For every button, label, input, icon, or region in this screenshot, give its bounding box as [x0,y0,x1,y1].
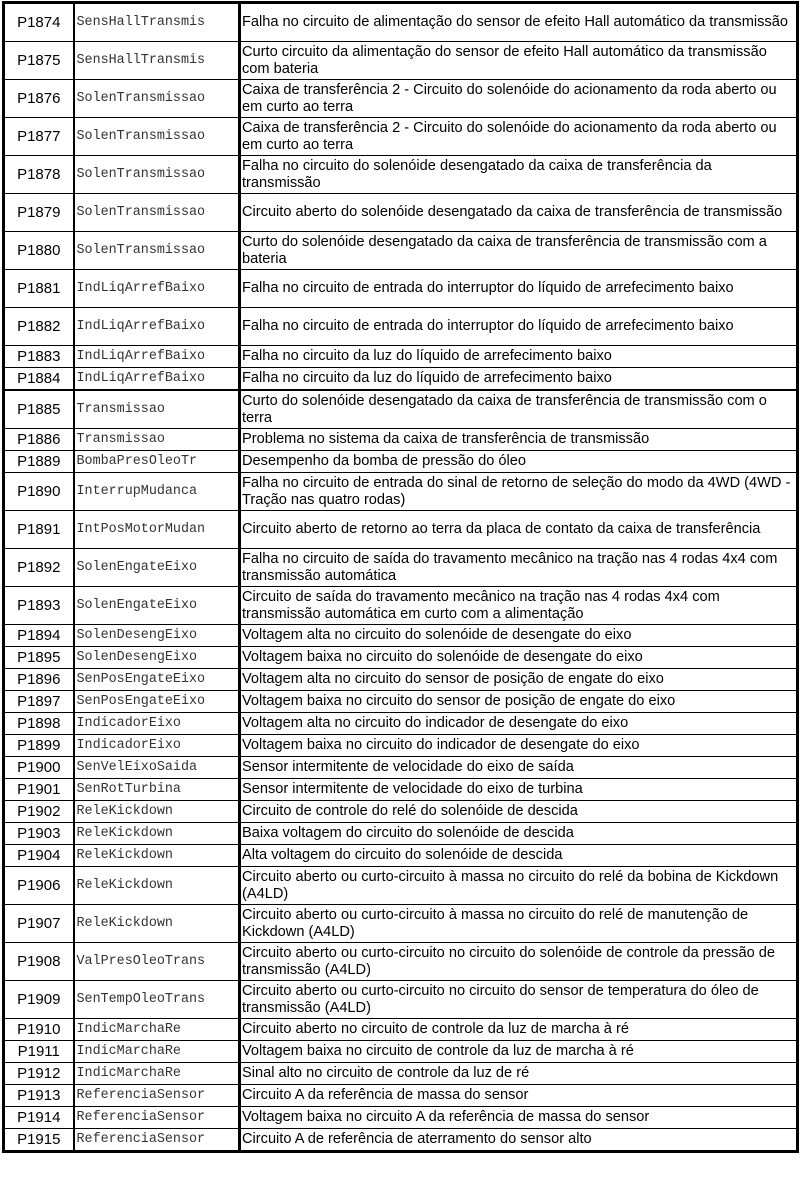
module-name-cell: SolenTransmissao [74,156,240,194]
table-row [4,1019,798,1041]
description-cell: Falha no circuito de entrada do interruptor do líquido de arrefecimento baixo [240,308,798,346]
dtc-code-cell: P1894 [4,625,74,647]
description-cell: Circuito aberto do solenóide desengatado da caixa de transferência de transmissão [240,194,798,232]
table-row [4,1107,798,1129]
table-row [4,647,798,669]
dtc-code-cell: P1896 [4,669,74,691]
table-row [4,943,798,981]
description-cell: Circuito de controle do relé do solenóide de descida [240,801,798,823]
module-name-cell: SenPosEngateEixo [74,691,240,713]
description-cell: Voltagem alta no circuito do indicador de desengate do eixo [240,713,798,735]
module-name-cell: ReferenciaSensor [74,1129,240,1152]
description-cell: Circuito aberto de retorno ao terra da placa de contato da caixa de transferência [240,511,798,549]
dtc-code-cell: P1913 [4,1085,74,1107]
module-name-cell: SensHallTransmis [74,3,240,42]
dtc-code-cell: P1900 [4,757,74,779]
table-row [4,80,798,118]
module-name-cell: SolenTransmissao [74,194,240,232]
description-cell: Falha no circuito da luz do líquido de arrefecimento baixo [240,368,798,391]
dtc-code-cell: P1891 [4,511,74,549]
description-cell: Circuito A da referência de massa do sensor [240,1085,798,1107]
dtc-code-cell: P1910 [4,1019,74,1041]
dtc-code-cell: P1907 [4,905,74,943]
table-row [4,735,798,757]
dtc-table-body [4,3,798,1152]
dtc-code-cell: P1898 [4,713,74,735]
dtc-code-cell: P1908 [4,943,74,981]
dtc-code-cell: P1890 [4,473,74,511]
description-cell: Baixa voltagem do circuito do solenóide de descida [240,823,798,845]
dtc-code-cell: P1914 [4,1107,74,1129]
description-cell: Circuito aberto ou curto-circuito à massa no circuito do relé da bobina de Kickdown (A4LD) [240,867,798,905]
description-cell: Caixa de transferência 2 - Circuito do solenóide do acionamento da roda aberto ou em curto ao terra [240,80,798,118]
table-row [4,625,798,647]
module-name-cell: IndicadorEixo [74,735,240,757]
description-cell: Sensor intermitente de velocidade do eixo de turbina [240,779,798,801]
module-name-cell: IndicMarchaRe [74,1019,240,1041]
description-cell: Curto circuito da alimentação do sensor de efeito Hall automático da transmissão com bateria [240,42,798,80]
table-row [4,801,798,823]
module-name-cell: SensHallTransmis [74,42,240,80]
dtc-code-cell: P1885 [4,390,74,429]
table-row [4,713,798,735]
dtc-code-cell: P1897 [4,691,74,713]
module-name-cell: Transmissao [74,429,240,451]
dtc-code-cell: P1884 [4,368,74,391]
dtc-code-cell: P1903 [4,823,74,845]
table-row [4,308,798,346]
table-row [4,118,798,156]
table-row [4,867,798,905]
dtc-code-cell: P1874 [4,3,74,42]
module-name-cell: SenPosEngateEixo [74,669,240,691]
dtc-code-cell: P1912 [4,1063,74,1085]
dtc-code-cell: P1906 [4,867,74,905]
dtc-code-cell: P1875 [4,42,74,80]
module-name-cell: IndicadorEixo [74,713,240,735]
description-cell: Falha no circuito da luz do líquido de arrefecimento baixo [240,346,798,368]
module-name-cell: ValPresOleoTrans [74,943,240,981]
description-cell: Falha no circuito do solenóide desengatado da caixa de transferência da transmissão [240,156,798,194]
table-row [4,390,798,429]
dtc-code-cell: P1889 [4,451,74,473]
table-row [4,451,798,473]
dtc-code-cell: P1893 [4,587,74,625]
dtc-code-cell: P1878 [4,156,74,194]
description-cell: Curto do solenóide desengatado da caixa de transferência de transmissão com o terra [240,390,798,429]
table-row [4,845,798,867]
module-name-cell: ReleKickdown [74,845,240,867]
description-cell: Falha no circuito de alimentação do sensor de efeito Hall automático da transmissão [240,3,798,42]
module-name-cell: Transmissao [74,390,240,429]
table-row [4,587,798,625]
table-row [4,270,798,308]
description-cell: Voltagem baixa no circuito A da referência de massa do sensor [240,1107,798,1129]
dtc-code-cell: P1880 [4,232,74,270]
module-name-cell: IndicMarchaRe [74,1041,240,1063]
module-name-cell: IntPosMotorMudan [74,511,240,549]
table-row [4,1129,798,1152]
description-cell: Desempenho da bomba de pressão do óleo [240,451,798,473]
dtc-table [2,1,799,1153]
module-name-cell: IndLiqArrefBaixo [74,346,240,368]
table-row [4,156,798,194]
module-name-cell: SenVelEixoSaida [74,757,240,779]
module-name-cell: IndLiqArrefBaixo [74,368,240,391]
table-row [4,194,798,232]
module-name-cell: ReleKickdown [74,905,240,943]
table-row [4,368,798,391]
table-row [4,1085,798,1107]
description-cell: Sensor intermitente de velocidade do eixo de saída [240,757,798,779]
module-name-cell: SolenTransmissao [74,232,240,270]
dtc-table-container [2,1,799,1153]
table-row [4,1041,798,1063]
module-name-cell: SolenTransmissao [74,80,240,118]
dtc-code-cell: P1883 [4,346,74,368]
description-cell: Falha no circuito de entrada do sinal de retorno de seleção do modo da 4WD (4WD - Tração nas quatro rodas) [240,473,798,511]
dtc-code-cell: P1877 [4,118,74,156]
dtc-code-cell: P1886 [4,429,74,451]
module-name-cell: SolenTransmissao [74,118,240,156]
module-name-cell: SolenDesengEixo [74,625,240,647]
module-name-cell: ReferenciaSensor [74,1107,240,1129]
table-row [4,757,798,779]
dtc-code-cell: P1881 [4,270,74,308]
description-cell: Voltagem baixa no circuito do sensor de posição de engate do eixo [240,691,798,713]
module-name-cell: ReleKickdown [74,801,240,823]
module-name-cell: InterrupMudanca [74,473,240,511]
dtc-code-cell: P1911 [4,1041,74,1063]
table-row [4,346,798,368]
table-row [4,981,798,1019]
table-row [4,511,798,549]
dtc-code-cell: P1895 [4,647,74,669]
dtc-code-cell: P1876 [4,80,74,118]
description-cell: Circuito aberto ou curto-circuito no circuito do sensor de temperatura do óleo de transmissão (A4LD) [240,981,798,1019]
description-cell: Circuito aberto ou curto-circuito à massa no circuito do relé de manutenção de Kickdown (A4LD) [240,905,798,943]
description-cell: Alta voltagem do circuito do solenóide de descida [240,845,798,867]
table-row [4,779,798,801]
description-cell: Voltagem alta no circuito do solenóide de desengate do eixo [240,625,798,647]
table-row [4,823,798,845]
table-row [4,473,798,511]
description-cell: Falha no circuito de entrada do interruptor do líquido de arrefecimento baixo [240,270,798,308]
dtc-code-cell: P1892 [4,549,74,587]
table-row [4,549,798,587]
description-cell: Voltagem baixa no circuito do solenóide de desengate do eixo [240,647,798,669]
dtc-code-cell: P1902 [4,801,74,823]
module-name-cell: IndLiqArrefBaixo [74,270,240,308]
module-name-cell: ReferenciaSensor [74,1085,240,1107]
table-row [4,3,798,42]
dtc-code-cell: P1899 [4,735,74,757]
table-row [4,42,798,80]
description-cell: Circuito de saída do travamento mecânico na tração nas 4 rodas 4x4 com transmissão automática em curto com a alimentação [240,587,798,625]
dtc-code-cell: P1879 [4,194,74,232]
dtc-code-cell: P1882 [4,308,74,346]
module-name-cell: IndLiqArrefBaixo [74,308,240,346]
table-row [4,1063,798,1085]
table-row [4,429,798,451]
module-name-cell: SenTempOleoTrans [74,981,240,1019]
table-row [4,905,798,943]
description-cell: Falha no circuito de saída do travamento mecânico na tração nas 4 rodas 4x4 com transmissão automática [240,549,798,587]
description-cell: Voltagem baixa no circuito do indicador de desengate do eixo [240,735,798,757]
module-name-cell: BombaPresOleoTr [74,451,240,473]
dtc-code-cell: P1915 [4,1129,74,1152]
description-cell: Voltagem baixa no circuito de controle da luz de marcha à ré [240,1041,798,1063]
module-name-cell: SolenEngateEixo [74,549,240,587]
description-cell: Curto do solenóide desengatado da caixa de transferência de transmissão com a bateria [240,232,798,270]
description-cell: Problema no sistema da caixa de transferência de transmissão [240,429,798,451]
dtc-code-cell: P1909 [4,981,74,1019]
description-cell: Circuito aberto no circuito de controle da luz de marcha à ré [240,1019,798,1041]
module-name-cell: SenRotTurbina [74,779,240,801]
module-name-cell: SolenEngateEixo [74,587,240,625]
module-name-cell: ReleKickdown [74,823,240,845]
description-cell: Voltagem alta no circuito do sensor de posição de engate do eixo [240,669,798,691]
table-row [4,232,798,270]
table-row [4,691,798,713]
dtc-code-cell: P1904 [4,845,74,867]
table-row [4,669,798,691]
dtc-code-cell: P1901 [4,779,74,801]
description-cell: Sinal alto no circuito de controle da luz de ré [240,1063,798,1085]
description-cell: Circuito A de referência de aterramento do sensor alto [240,1129,798,1152]
description-cell: Caixa de transferência 2 - Circuito do solenóide do acionamento da roda aberto ou em curto ao terra [240,118,798,156]
module-name-cell: ReleKickdown [74,867,240,905]
module-name-cell: SolenDesengEixo [74,647,240,669]
description-cell: Circuito aberto ou curto-circuito no circuito do solenóide de controle da pressão de transmissão (A4LD) [240,943,798,981]
module-name-cell: IndicMarchaRe [74,1063,240,1085]
